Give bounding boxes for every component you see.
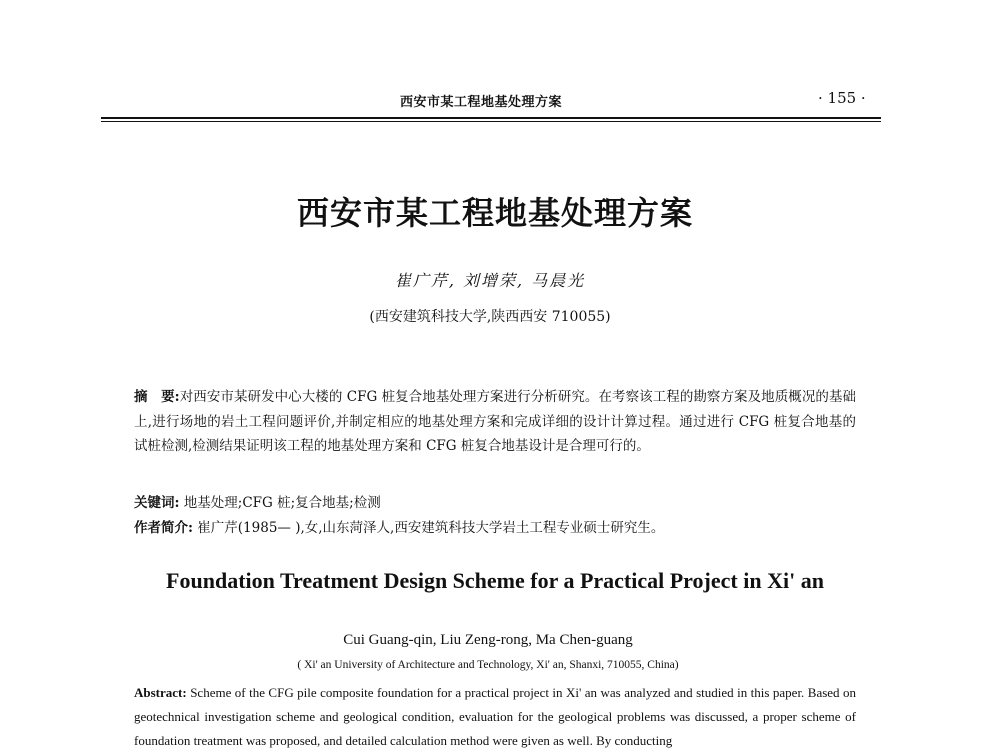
chinese-abstract-text: 对西安市某研发中心大楼的 CFG 桩复合地基处理方案进行分析研究。在考察该工程的勘察方案及地质概况的基础上,进行场地的岩土工程问题评价,并制定相应的地基处理方案和完成详细的设计计算过程。通过进行 CFG 桩复合地基的试桩检测,检测结果证明该工程的地基处理方案和 CFG 桩复合地基设计是合理可行的。 [134,389,857,454]
english-abstract-label: Abstract: [134,685,187,700]
english-authors: Cui Guang-qin, Liu Zeng-rong, Ma Chen-guang [343,632,633,648]
author-bio-text: 崔广芹(1985— ),女,山东菏泽人,西安建筑科技大学岩土工程专业硕士研究生。 [197,520,665,536]
english-affiliation: ( Xi' an University of Architecture and Technology, Xi' an, Shanxi, 710055, China) [297,659,679,671]
author-bio-label: 作者简介: [134,520,193,536]
running-title: 西安市某工程地基处理方案 [400,95,563,110]
author-bio [134,516,664,536]
chinese-abstract [134,385,856,459]
chinese-affiliation: (西安建筑科技大学,陕西西安 710055) [369,309,611,325]
english-title: Foundation Treatment Design Scheme for a Practical Project in Xi' an [166,568,824,593]
chinese-authors: 崔广芹, 刘增荣, 马晨光 [394,271,586,290]
chinese-abstract-label: 摘 要: [134,389,180,405]
english-abstract-text: Scheme of the CFG pile composite foundation for a practical project in Xi' an was analyzed and studied in this paper. Based on geotechnical investigation scheme and geological condition, evaluation for the geological problems was discussed, a proper scheme of foundation treatment was proposed, and detailed calculation method were given as well. By conducting [134,685,856,748]
english-abstract [134,681,856,753]
keywords-label: 关键词: [134,495,180,511]
header-rule-thick [101,117,881,119]
chinese-keywords [134,491,381,511]
chinese-title: 西安市某工程地基处理方案 [296,194,693,232]
page-number: · 155 · [818,89,866,107]
keywords-text: 地基处理;CFG 桩;复合地基;检测 [183,495,381,511]
header-rule-thin [101,121,881,122]
